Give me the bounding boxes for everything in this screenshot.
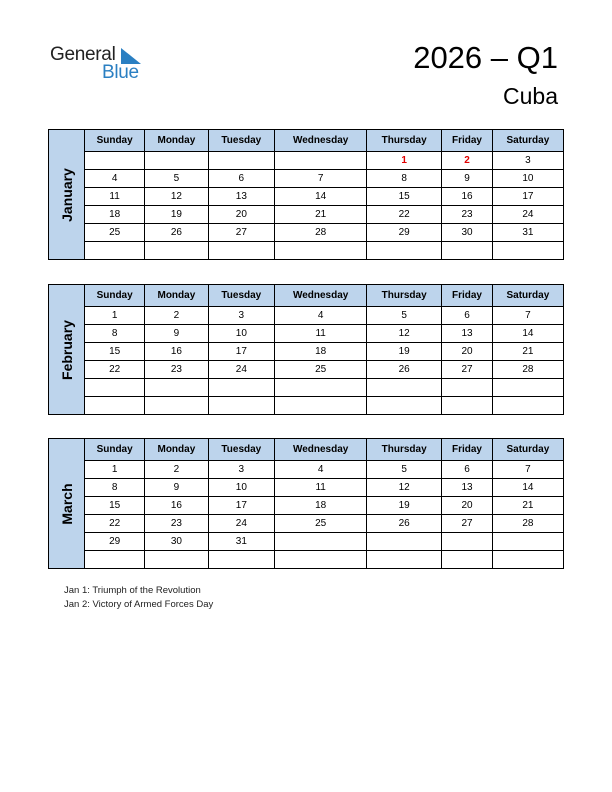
day-cell: 21 bbox=[492, 497, 563, 515]
weekday-header: Sunday bbox=[85, 285, 145, 307]
day-cell: 9 bbox=[442, 170, 493, 188]
day-cell: 28 bbox=[492, 515, 563, 533]
week-row bbox=[85, 307, 563, 325]
day-cell: 27 bbox=[208, 224, 275, 242]
day-cell: 29 bbox=[85, 533, 145, 551]
day-cell: 20 bbox=[208, 206, 275, 224]
logo-blue-text: Blue bbox=[102, 62, 139, 83]
day-cell: 13 bbox=[208, 188, 275, 206]
day-cell bbox=[367, 379, 442, 397]
week-row bbox=[85, 325, 563, 343]
day-cell: 21 bbox=[492, 343, 563, 361]
day-cell: 13 bbox=[442, 479, 493, 497]
day-cell: 24 bbox=[208, 515, 275, 533]
day-cell: 21 bbox=[275, 206, 367, 224]
day-cell bbox=[85, 397, 145, 415]
day-cell: 24 bbox=[208, 361, 275, 379]
holiday-note: Jan 2: Victory of Armed Forces Day bbox=[64, 599, 214, 610]
day-cell bbox=[208, 551, 275, 569]
month-label-cell bbox=[49, 130, 85, 259]
day-cell bbox=[367, 551, 442, 569]
day-cell: 12 bbox=[145, 188, 208, 206]
weekday-header: Sunday bbox=[85, 439, 145, 461]
day-cell: 29 bbox=[367, 224, 442, 242]
day-cell bbox=[275, 379, 367, 397]
week-row bbox=[85, 551, 563, 569]
day-cell: 18 bbox=[275, 497, 367, 515]
day-cell bbox=[275, 533, 367, 551]
month-calendar-january bbox=[48, 129, 564, 260]
weekday-header: Wednesday bbox=[275, 285, 367, 307]
holiday-notes bbox=[64, 584, 213, 612]
day-cell: 1 bbox=[85, 307, 145, 325]
day-cell bbox=[442, 533, 493, 551]
weekday-header: Monday bbox=[145, 439, 208, 461]
day-cell bbox=[85, 379, 145, 397]
weekday-header: Tuesday bbox=[208, 130, 275, 152]
day-cell: 25 bbox=[275, 515, 367, 533]
day-cell: 5 bbox=[367, 307, 442, 325]
day-cell: 7 bbox=[275, 170, 367, 188]
day-cell: 28 bbox=[492, 361, 563, 379]
day-cell: 15 bbox=[367, 188, 442, 206]
week-row bbox=[85, 479, 563, 497]
weekday-header: Monday bbox=[145, 285, 208, 307]
day-cell: 31 bbox=[492, 224, 563, 242]
week-row bbox=[85, 379, 563, 397]
month-name: February bbox=[58, 319, 75, 380]
day-cell bbox=[367, 242, 442, 260]
week-row bbox=[85, 242, 563, 260]
day-cell bbox=[367, 397, 442, 415]
weekday-header: Thursday bbox=[367, 285, 442, 307]
weekday-header: Thursday bbox=[367, 130, 442, 152]
day-cell: 23 bbox=[145, 361, 208, 379]
month-label-cell bbox=[49, 439, 85, 568]
week-row bbox=[85, 152, 563, 170]
day-cell: 27 bbox=[442, 361, 493, 379]
day-cell: 7 bbox=[492, 461, 563, 479]
day-cell bbox=[275, 152, 367, 170]
day-cell: 22 bbox=[85, 515, 145, 533]
day-cell: 25 bbox=[275, 361, 367, 379]
day-cell bbox=[275, 242, 367, 260]
day-cell bbox=[367, 533, 442, 551]
day-cell bbox=[208, 379, 275, 397]
day-cell: 14 bbox=[492, 479, 563, 497]
day-cell bbox=[442, 397, 493, 415]
month-label-cell bbox=[49, 285, 85, 414]
month-name: March bbox=[58, 482, 75, 525]
day-cell: 24 bbox=[492, 206, 563, 224]
day-cell bbox=[208, 242, 275, 260]
day-cell: 16 bbox=[442, 188, 493, 206]
day-cell bbox=[145, 379, 208, 397]
weekday-header-row bbox=[85, 439, 563, 461]
month-calendar-february bbox=[48, 284, 564, 415]
week-row bbox=[85, 206, 563, 224]
day-cell: 4 bbox=[275, 461, 367, 479]
day-cell bbox=[85, 242, 145, 260]
weekday-header: Wednesday bbox=[275, 130, 367, 152]
day-cell bbox=[442, 379, 493, 397]
day-cell: 22 bbox=[85, 361, 145, 379]
day-cell: 17 bbox=[208, 497, 275, 515]
week-row bbox=[85, 188, 563, 206]
day-cell: 18 bbox=[275, 343, 367, 361]
weekday-header-row bbox=[85, 285, 563, 307]
day-cell bbox=[145, 551, 208, 569]
day-cell: 5 bbox=[367, 461, 442, 479]
day-cell: 14 bbox=[275, 188, 367, 206]
day-cell: 26 bbox=[367, 515, 442, 533]
day-cell bbox=[145, 242, 208, 260]
logo bbox=[50, 44, 150, 84]
weekday-header: Saturday bbox=[492, 285, 563, 307]
weekday-header: Sunday bbox=[85, 130, 145, 152]
logo-general-text: General bbox=[50, 44, 116, 65]
week-row bbox=[85, 461, 563, 479]
day-cell: 25 bbox=[85, 224, 145, 242]
day-cell bbox=[85, 152, 145, 170]
day-cell: 31 bbox=[208, 533, 275, 551]
week-row bbox=[85, 361, 563, 379]
day-cell: 8 bbox=[85, 325, 145, 343]
day-cell bbox=[145, 397, 208, 415]
weekday-header: Friday bbox=[442, 439, 493, 461]
day-cell: 19 bbox=[367, 497, 442, 515]
day-cell: 28 bbox=[275, 224, 367, 242]
day-cell bbox=[492, 242, 563, 260]
day-cell: 11 bbox=[275, 325, 367, 343]
weekday-header: Friday bbox=[442, 285, 493, 307]
day-cell bbox=[85, 551, 145, 569]
day-cell: 16 bbox=[145, 343, 208, 361]
day-cell: 2 bbox=[442, 152, 493, 170]
page-title: 2026 – Q1 bbox=[413, 40, 558, 75]
day-cell: 3 bbox=[208, 461, 275, 479]
weekday-header: Friday bbox=[442, 130, 493, 152]
month-name: January bbox=[58, 167, 75, 222]
holiday-note: Jan 1: Triumph of the Revolution bbox=[64, 585, 201, 596]
day-cell bbox=[275, 397, 367, 415]
day-cell: 30 bbox=[145, 533, 208, 551]
day-cell: 20 bbox=[442, 497, 493, 515]
day-cell: 23 bbox=[145, 515, 208, 533]
day-cell: 26 bbox=[145, 224, 208, 242]
day-cell: 6 bbox=[442, 307, 493, 325]
week-row bbox=[85, 497, 563, 515]
week-row bbox=[85, 224, 563, 242]
day-cell: 30 bbox=[442, 224, 493, 242]
day-cell: 10 bbox=[208, 479, 275, 497]
day-cell bbox=[208, 152, 275, 170]
weekday-header-row bbox=[85, 130, 563, 152]
day-cell: 4 bbox=[275, 307, 367, 325]
month-calendar-march bbox=[48, 438, 564, 569]
country-name: Cuba bbox=[503, 83, 558, 109]
day-cell: 15 bbox=[85, 497, 145, 515]
week-row bbox=[85, 397, 563, 415]
day-cell: 8 bbox=[367, 170, 442, 188]
day-cell: 20 bbox=[442, 343, 493, 361]
day-cell bbox=[492, 397, 563, 415]
day-cell: 1 bbox=[367, 152, 442, 170]
day-cell bbox=[492, 533, 563, 551]
day-cell: 17 bbox=[492, 188, 563, 206]
weekday-header: Thursday bbox=[367, 439, 442, 461]
day-cell: 26 bbox=[367, 361, 442, 379]
weekday-header: Tuesday bbox=[208, 439, 275, 461]
day-cell: 1 bbox=[85, 461, 145, 479]
day-cell: 27 bbox=[442, 515, 493, 533]
day-cell bbox=[275, 551, 367, 569]
day-cell: 18 bbox=[85, 206, 145, 224]
day-cell: 3 bbox=[492, 152, 563, 170]
weekday-header: Wednesday bbox=[275, 439, 367, 461]
day-cell: 7 bbox=[492, 307, 563, 325]
week-row bbox=[85, 515, 563, 533]
week-row bbox=[85, 343, 563, 361]
day-cell: 14 bbox=[492, 325, 563, 343]
day-cell: 13 bbox=[442, 325, 493, 343]
weekday-header: Saturday bbox=[492, 439, 563, 461]
day-cell: 3 bbox=[208, 307, 275, 325]
day-cell: 11 bbox=[275, 479, 367, 497]
day-cell bbox=[492, 551, 563, 569]
day-cell: 8 bbox=[85, 479, 145, 497]
month-grid bbox=[85, 285, 563, 414]
day-cell: 19 bbox=[367, 343, 442, 361]
weekday-header: Saturday bbox=[492, 130, 563, 152]
day-cell: 4 bbox=[85, 170, 145, 188]
day-cell: 9 bbox=[145, 479, 208, 497]
day-cell: 23 bbox=[442, 206, 493, 224]
day-cell: 2 bbox=[145, 307, 208, 325]
day-cell bbox=[442, 551, 493, 569]
day-cell: 5 bbox=[145, 170, 208, 188]
day-cell: 6 bbox=[442, 461, 493, 479]
day-cell: 22 bbox=[367, 206, 442, 224]
month-grid bbox=[85, 130, 563, 259]
month-grid bbox=[85, 439, 563, 568]
day-cell bbox=[492, 379, 563, 397]
day-cell: 10 bbox=[492, 170, 563, 188]
day-cell: 6 bbox=[208, 170, 275, 188]
day-cell: 11 bbox=[85, 188, 145, 206]
day-cell: 12 bbox=[367, 325, 442, 343]
day-cell: 10 bbox=[208, 325, 275, 343]
week-row bbox=[85, 533, 563, 551]
day-cell: 15 bbox=[85, 343, 145, 361]
weekday-header: Monday bbox=[145, 130, 208, 152]
day-cell bbox=[145, 152, 208, 170]
week-row bbox=[85, 170, 563, 188]
day-cell: 16 bbox=[145, 497, 208, 515]
day-cell: 2 bbox=[145, 461, 208, 479]
day-cell: 19 bbox=[145, 206, 208, 224]
weekday-header: Tuesday bbox=[208, 285, 275, 307]
day-cell: 12 bbox=[367, 479, 442, 497]
day-cell bbox=[442, 242, 493, 260]
day-cell: 9 bbox=[145, 325, 208, 343]
day-cell bbox=[208, 397, 275, 415]
day-cell: 17 bbox=[208, 343, 275, 361]
